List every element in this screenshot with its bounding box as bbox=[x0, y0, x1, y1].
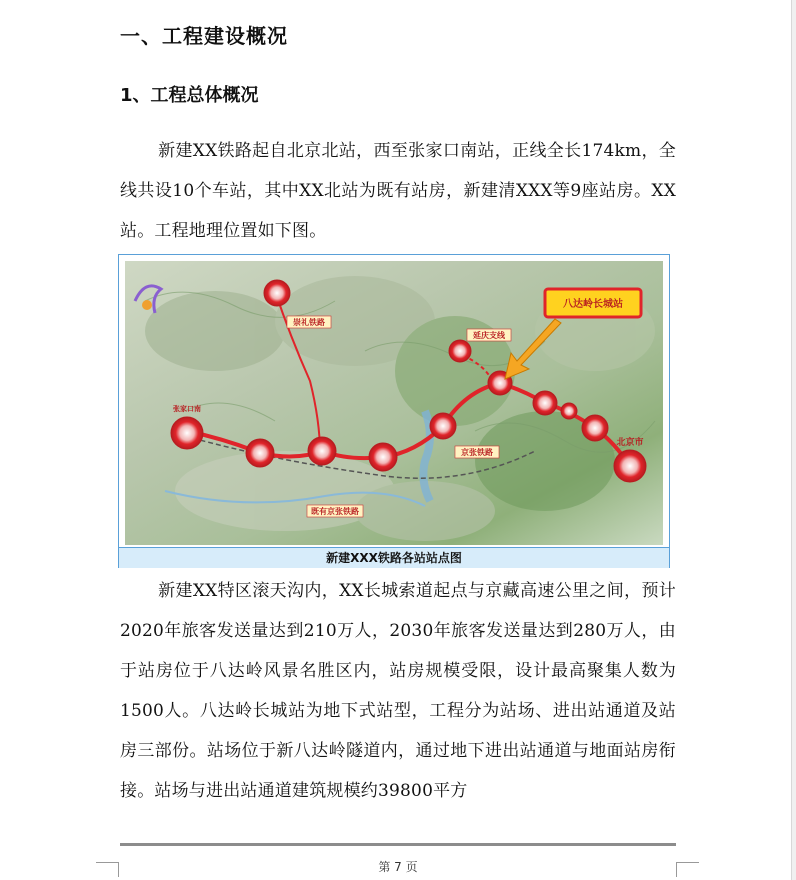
station-paragraph-text: 新建XX特区滚天沟内，XX长城索道起点与京藏高速公里之间，预计2020年旅客发送量达到210万人，2030年旅客发送量达到280万人，由于站房位于八达岭风景名胜区内，站房规模受限，设计最高聚集人数为1500人。八达岭长城站为地下式站型，工程分为站场、进出站通道及站房三部份。站场位于新八达岭隧道内，通过地下进出站通道与地面站房衔接。站场与进出站通道建筑规模约39800平方 bbox=[120, 581, 676, 801]
station-marker bbox=[246, 439, 274, 467]
station-marker bbox=[582, 415, 608, 441]
intro-paragraph bbox=[120, 131, 676, 251]
station-marker-chongli bbox=[264, 280, 290, 306]
station-map bbox=[125, 261, 663, 545]
station-marker bbox=[533, 391, 557, 415]
label-chongli-line: 崇礼铁路 bbox=[293, 318, 325, 327]
section-heading: 一、工程建设概况 bbox=[120, 24, 288, 48]
window-edge bbox=[791, 0, 796, 880]
label-existing-line: 既有京张铁路 bbox=[311, 507, 359, 516]
figure-caption: 新建XXX铁路各站站点图 bbox=[119, 547, 669, 568]
subsection-heading: 1、工程总体概况 bbox=[120, 85, 259, 106]
label-jingzhang-line: 京张铁路 bbox=[461, 448, 493, 457]
label-zhangjiakou: 张家口南 bbox=[173, 405, 201, 413]
station-marker-yanqing bbox=[449, 340, 471, 362]
station-map-figure[interactable] bbox=[118, 254, 670, 568]
page-bottom-rule bbox=[120, 843, 676, 846]
intro-paragraph-text: 新建XX铁路起自北京北站，西至张家口南站，正线全长174km，全线共设10个车站，其中XX北站为既有站房，新建清XXX等9座站房。XX站。工程地理位置如下图。 bbox=[120, 141, 676, 241]
callout-label: 八达岭长城站 bbox=[563, 299, 623, 310]
station-marker bbox=[561, 403, 577, 419]
station-marker bbox=[430, 413, 456, 439]
station-marker bbox=[171, 417, 203, 449]
station-marker bbox=[308, 437, 336, 465]
page-number: 第 7 页 bbox=[378, 860, 418, 874]
label-beijing: 北京市 bbox=[616, 438, 644, 448]
label-yanqing-branch: 延庆支线 bbox=[473, 331, 505, 340]
station-marker bbox=[369, 443, 397, 471]
station-marker-beijing-north bbox=[614, 450, 646, 482]
station-paragraph bbox=[120, 571, 676, 811]
